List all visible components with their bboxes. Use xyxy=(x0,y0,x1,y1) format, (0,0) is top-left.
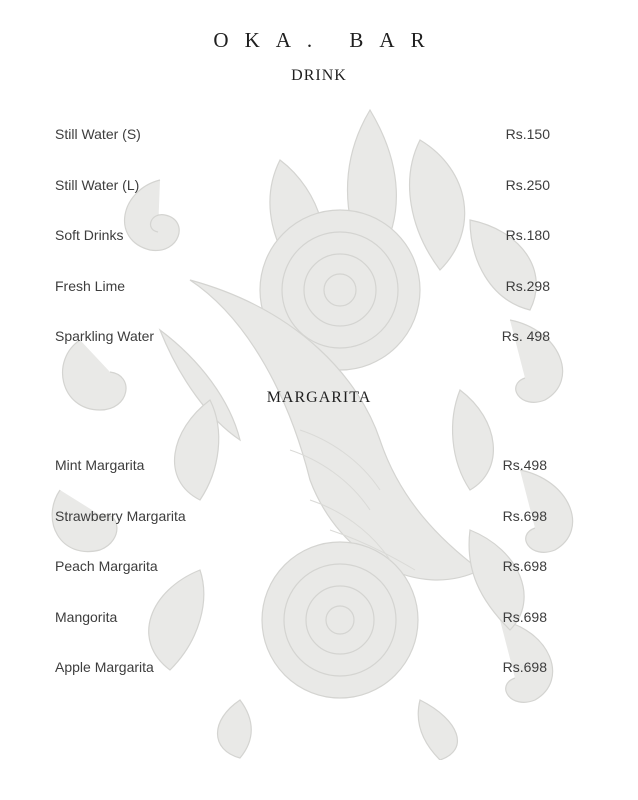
item-name: Mangorita xyxy=(55,608,118,625)
menu-item xyxy=(55,508,550,559)
menu-item xyxy=(55,659,550,710)
item-name: Apple Margarita xyxy=(55,659,154,676)
item-name: Soft Drinks xyxy=(55,227,124,244)
item-name: Still Water (S) xyxy=(55,126,141,142)
item-name: Still Water (L) xyxy=(55,176,140,193)
section-title-margarita: MARGARITA xyxy=(266,389,372,406)
menu-item xyxy=(55,457,550,508)
section-title-drink: DRINK xyxy=(291,67,347,84)
item-price: Rs.180 xyxy=(505,227,550,244)
brand-title: OKA. BAR xyxy=(213,28,441,52)
item-price: Rs.698 xyxy=(502,507,547,524)
menu-item xyxy=(55,227,550,278)
menu-item xyxy=(55,328,550,379)
item-price: Rs.250 xyxy=(505,176,550,193)
item-name: Mint Margarita xyxy=(55,457,145,473)
menu-item xyxy=(55,558,550,609)
margarita-menu-list xyxy=(55,457,550,710)
menu-item xyxy=(55,126,550,177)
item-name: Fresh Lime xyxy=(55,277,126,294)
item-price: Rs.150 xyxy=(505,126,550,142)
drink-menu-list xyxy=(55,126,550,379)
item-price: Rs.698 xyxy=(502,659,547,676)
item-price: Rs. 498 xyxy=(501,328,550,345)
menu-item xyxy=(55,609,550,660)
item-name: Strawberry Margarita xyxy=(55,507,186,524)
item-price: Rs.298 xyxy=(505,277,550,294)
item-name: Peach Margarita xyxy=(55,558,158,575)
item-price: Rs.698 xyxy=(502,558,547,575)
item-price: Rs.698 xyxy=(502,608,547,625)
item-name: Sparkling Water xyxy=(55,328,155,345)
item-price: Rs.498 xyxy=(502,457,547,473)
menu-item xyxy=(55,278,550,329)
menu-item xyxy=(55,177,550,228)
